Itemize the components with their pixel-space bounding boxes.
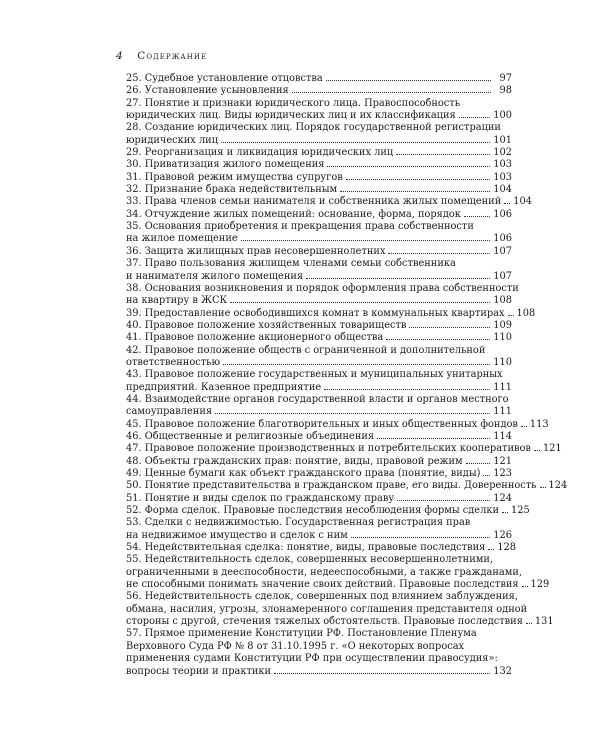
toc-entry-text: 52. Форма сделок. Правовые последствия несоблюдения формы сделки bbox=[126, 505, 499, 517]
toc-entry-text: 48. Объекты гражданских прав: понятие, виды, правовой режим bbox=[126, 455, 463, 467]
toc-entry-text: 32. Признание брака недействительным bbox=[126, 184, 338, 196]
toc-page-number: 121 bbox=[542, 443, 562, 455]
toc-page-number: 109 bbox=[493, 319, 512, 331]
toc-entry bbox=[126, 85, 512, 97]
dot-leader bbox=[324, 389, 490, 390]
running-head bbox=[116, 50, 207, 62]
toc-entry bbox=[126, 320, 512, 332]
dot-leader bbox=[409, 327, 490, 328]
toc-entry-text: 41. Правовое положение акционерного общества bbox=[126, 332, 384, 344]
toc-entry-text: на квартиру в ЖСК bbox=[126, 295, 228, 307]
toc-entry-text: и нанимателя жилого помещения bbox=[126, 270, 304, 282]
toc-entry bbox=[126, 468, 512, 480]
toc-page-number: 126 bbox=[493, 529, 512, 541]
toc-entry bbox=[126, 493, 512, 505]
toc-entry bbox=[126, 554, 550, 591]
toc-entry-text: 51. Понятие и виды сделок по гражданскому праву bbox=[126, 492, 395, 504]
toc-entry-text: 28. Создание юридических лиц. Порядок государственной регистрации bbox=[126, 122, 501, 134]
toc-entry-text: 34. Отчуждение жилых помещений: основание, форма, порядок bbox=[126, 208, 461, 220]
toc-entry-text: 49. Ценные бумаги как объект гражданского права (понятие, виды) bbox=[126, 468, 481, 479]
toc-entry-text: 35. Основания приобретения и прекращения права собственности bbox=[126, 221, 474, 233]
toc-entry bbox=[126, 209, 512, 221]
dot-leader bbox=[327, 166, 490, 167]
dot-leader bbox=[306, 278, 490, 279]
dot-leader bbox=[488, 549, 494, 550]
dot-leader bbox=[346, 179, 491, 180]
toc-entry-text: 25. Судебное установление отцовства bbox=[126, 73, 323, 84]
toc-entry bbox=[126, 505, 530, 517]
toc-entry bbox=[126, 196, 532, 208]
toc-entry-text: 26. Установление усыновления bbox=[126, 85, 289, 97]
dot-leader bbox=[388, 253, 490, 254]
dot-leader bbox=[292, 92, 491, 93]
toc-entry bbox=[126, 431, 512, 443]
toc-entry-text: 56. Недействительность сделок, совершенных под влиянием заблуждения, bbox=[126, 591, 518, 603]
dot-leader bbox=[508, 315, 514, 316]
toc-entry-text: 42. Правовое положение обществ с ограниченной и дополнительной bbox=[126, 344, 486, 356]
toc-entry bbox=[126, 480, 568, 492]
toc-page-number: 103 bbox=[493, 171, 512, 183]
toc-page-number: 114 bbox=[493, 430, 512, 442]
dot-leader bbox=[221, 142, 490, 143]
toc-entry bbox=[126, 332, 512, 344]
toc-entry bbox=[126, 98, 512, 123]
toc-page-number: 131 bbox=[534, 616, 554, 628]
toc-entry-text: 31. Правовой режим имущества супругов bbox=[126, 171, 343, 183]
dot-leader bbox=[534, 450, 540, 451]
toc-page-number: 128 bbox=[497, 542, 517, 554]
dot-leader bbox=[396, 154, 490, 155]
toc-page-number: 106 bbox=[493, 208, 512, 220]
page-number: 4 bbox=[116, 50, 124, 62]
toc-entry bbox=[126, 221, 512, 246]
dot-leader bbox=[241, 240, 491, 241]
toc-entry bbox=[126, 184, 512, 196]
toc-entry-text: 50. Понятие представительства в гражданском праве, его виды. Доверенность bbox=[126, 480, 537, 492]
toc-page-number: 124 bbox=[548, 480, 568, 492]
toc-page-number: 98 bbox=[499, 85, 512, 97]
toc-entry bbox=[126, 307, 536, 320]
toc-page-number: 97 bbox=[499, 73, 512, 84]
dot-leader bbox=[340, 191, 490, 192]
toc-entry-text: 36. Защита жилищных прав несовершеннолетних bbox=[126, 245, 386, 257]
toc-entry-text: обмана, насилия, угрозы, злонамеренного соглашения представителя одной bbox=[126, 603, 528, 615]
dot-leader bbox=[483, 475, 490, 476]
toc-entry-text: 40. Правовое положение хозяйственных товариществ bbox=[126, 319, 407, 331]
toc-page-number: 107 bbox=[493, 245, 512, 257]
toc-entry-text: 53. Сделки с недвижимостью. Государственная регистрация прав bbox=[126, 517, 471, 529]
toc-entry-text: самоуправления bbox=[126, 406, 213, 418]
toc-entry-text: юридических лиц bbox=[126, 134, 218, 146]
dot-leader bbox=[526, 623, 532, 624]
toc-entry bbox=[126, 159, 512, 171]
dot-leader bbox=[215, 413, 490, 414]
toc-entry bbox=[126, 282, 519, 308]
toc-entry-text: 39. Предоставление освободившихся комнат в коммунальных квартирах bbox=[126, 307, 505, 319]
toc-entry bbox=[126, 517, 512, 542]
toc-entry-text: ответственностью bbox=[126, 356, 220, 368]
dot-leader bbox=[326, 80, 491, 81]
toc-page-number: 110 bbox=[493, 332, 512, 344]
toc-entry bbox=[126, 345, 512, 370]
page-title: Содержание bbox=[137, 50, 208, 62]
toc-entry-text: стороны с другой, стечения тяжелых обстоятельств. Правовые последствия bbox=[126, 616, 523, 628]
toc-entry-text: 33. Права членов семьи нанимателя и собственника жилых помещений bbox=[126, 196, 502, 208]
toc-entry-text: ограниченными в дееспособности, недееспособными, а также гражданами, bbox=[126, 566, 523, 578]
toc-entry bbox=[126, 443, 562, 455]
toc-entry-text: 38. Основания возникновения и порядок оформления права собственности bbox=[126, 282, 519, 294]
toc-entry-text: на жилое помещение bbox=[126, 233, 238, 245]
toc-entry bbox=[126, 418, 549, 431]
toc-page-number: 104 bbox=[493, 184, 512, 196]
toc-entry bbox=[126, 246, 512, 258]
toc-page-number: 132 bbox=[493, 665, 512, 677]
toc-entry-text: применения судами Конституции РФ при осуществлении правосудия»: bbox=[126, 653, 498, 665]
dot-leader bbox=[377, 438, 490, 439]
dot-leader bbox=[274, 673, 490, 674]
toc-entry bbox=[126, 591, 554, 628]
toc-page-number: 108 bbox=[516, 307, 536, 319]
toc-page-number: 111 bbox=[493, 406, 512, 418]
toc-entry-text: 44. Взаимодействие органов государственной власти и органов местного bbox=[126, 393, 509, 405]
dot-leader bbox=[397, 500, 490, 501]
toc-entry-text: 55. Недействительность сделок, совершенных несовершеннолетними, bbox=[126, 554, 493, 566]
toc-page-number: 101 bbox=[493, 134, 512, 146]
toc-page-number: 111 bbox=[493, 381, 512, 393]
dot-leader bbox=[504, 203, 510, 204]
dot-leader bbox=[459, 117, 491, 118]
dot-leader bbox=[521, 426, 527, 427]
toc-entry bbox=[126, 73, 512, 85]
toc-entry bbox=[126, 369, 512, 394]
toc-entry-text: 37. Право пользования жилищем членами семьи собственника bbox=[126, 258, 456, 270]
toc-entry-text: вопросы теории и практики bbox=[126, 665, 272, 677]
dot-leader bbox=[351, 537, 491, 538]
toc-entry-text: 47. Правовое положение производственных и потребительских кооперативов bbox=[126, 443, 531, 455]
toc-entry-text: 46. Общественные и религиозные объединения bbox=[126, 430, 375, 442]
dot-leader bbox=[386, 339, 490, 340]
toc-page-number: 104 bbox=[513, 196, 532, 208]
toc-page-number: 100 bbox=[493, 110, 512, 122]
toc-page-number: 125 bbox=[510, 505, 530, 517]
dot-leader bbox=[230, 302, 490, 303]
toc-entry-text: 43. Правовое положение государственных и муниципальных унитарных bbox=[126, 369, 503, 381]
toc-entry-text: на недвижимое имущество и сделок с ним bbox=[126, 529, 348, 541]
toc-page-number: 108 bbox=[493, 295, 512, 307]
toc-entry bbox=[126, 147, 512, 159]
toc-entry-text: Верховного Суда РФ № 8 от 31.10.1995 г. «О некоторых вопросах bbox=[126, 640, 465, 652]
toc-entry-text: юридических лиц. Виды юридических лиц и их классификация bbox=[126, 110, 456, 122]
toc-page-number: 121 bbox=[493, 455, 512, 467]
toc-entry bbox=[126, 122, 512, 147]
toc-entry-text: 45. Правовое положение благотворительных и иных общественных фондов bbox=[126, 418, 518, 430]
table-of-contents bbox=[126, 73, 568, 678]
toc-entry bbox=[126, 542, 517, 554]
toc-entry bbox=[126, 258, 512, 283]
toc-entry bbox=[126, 172, 512, 184]
toc-page-number: 124 bbox=[493, 492, 512, 504]
dot-leader bbox=[502, 512, 508, 513]
toc-page-number: 103 bbox=[493, 159, 512, 171]
toc-page-number: 110 bbox=[493, 356, 512, 368]
toc-page-number: 106 bbox=[493, 233, 512, 245]
dot-leader bbox=[540, 487, 546, 488]
toc-entry-text: не способными понимать значение своих действий. Правовые последствия bbox=[126, 579, 519, 591]
toc-entry-text: 29. Реорганизация и ликвидация юридических лиц bbox=[126, 147, 394, 159]
toc-page-number: 102 bbox=[493, 147, 512, 159]
toc-page-number: 123 bbox=[493, 468, 512, 479]
dot-leader bbox=[223, 364, 490, 365]
toc-entry-text: предприятий. Казенное предприятие bbox=[126, 381, 322, 393]
toc-entry-text: 27. Понятие и признаки юридического лица. Правоспособность bbox=[126, 97, 461, 109]
dot-leader bbox=[522, 586, 528, 587]
toc-entry bbox=[126, 394, 512, 419]
toc-page-number: 113 bbox=[529, 418, 549, 430]
toc-entry-text: 30. Приватизация жилого помещения bbox=[126, 159, 325, 171]
dot-leader bbox=[466, 463, 491, 464]
toc-page-number: 129 bbox=[530, 579, 550, 591]
toc-entry-text: 57. Прямое применение Конституции РФ. Постановление Пленума bbox=[126, 628, 477, 640]
dot-leader bbox=[464, 216, 490, 217]
toc-page-number: 107 bbox=[493, 270, 512, 282]
toc-entry bbox=[126, 456, 512, 468]
toc-entry-text: 54. Недействительная сделка: понятие, виды, правовые последствия bbox=[126, 542, 486, 554]
toc-entry bbox=[126, 628, 512, 677]
